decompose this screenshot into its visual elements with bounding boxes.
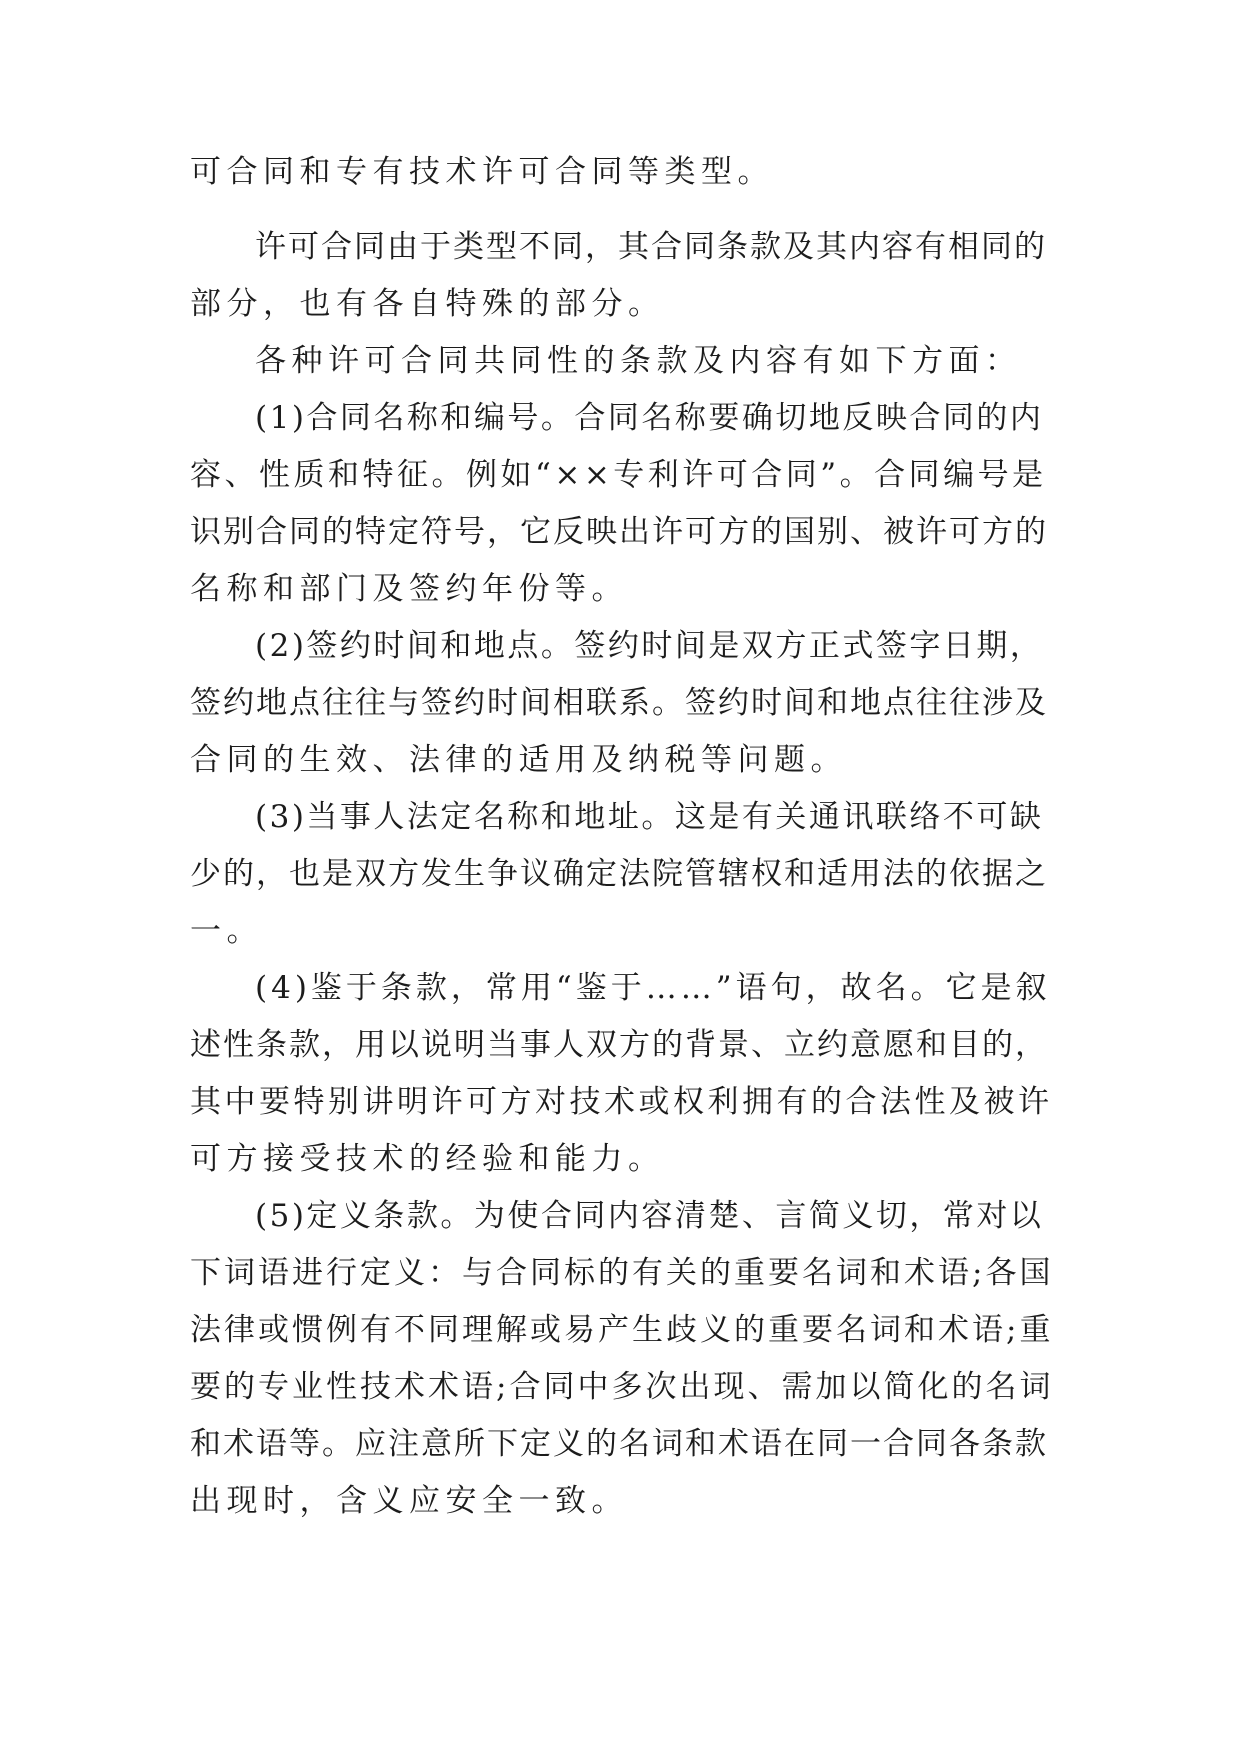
text-line: 可方接受技术的经验和能力。 <box>190 1141 665 1177</box>
text-line: 出现时，含义应安全一致。 <box>190 1483 628 1519</box>
text-line: 识别合同的特定符号，它反映出许可方的国别、被许可方的 <box>190 514 1048 550</box>
text-line: 法律或惯例有不同理解或易产生歧义的重要名词和术语;重 <box>190 1312 1054 1348</box>
clause-3-heading-line: (3)当事人法定名称和地址。这是有关通讯联络不可缺 <box>255 799 1044 835</box>
text-line: 其中要特别讲明许可方对技术或权利拥有的合法性及被许 <box>190 1084 1053 1120</box>
text-line: 下词语进行定义：与合同标的有关的重要名词和术语;各国 <box>190 1255 1054 1291</box>
clause-1-heading-line: (1)合同名称和编号。合同名称要确切地反映合同的内 <box>255 400 1044 436</box>
text-line: 可合同和专有技术许可合同等类型。 <box>190 154 774 190</box>
text-line: 名称和部门及签约年份等。 <box>190 571 628 607</box>
paragraph-first-line: 各种许可合同共同性的条款及内容有如下方面： <box>255 343 1022 379</box>
clause-5-heading-line: (5)定义条款。为使合同内容清楚、言简义切，常对以 <box>255 1198 1044 1234</box>
text-line: 和术语等。应注意所下定义的名词和术语在同一合同各条款 <box>190 1426 1048 1462</box>
text-line: 签约地点往往与签约时间相联系。签约时间和地点往往涉及 <box>190 685 1048 721</box>
text-line: 合同的生效、法律的适用及纳税等问题。 <box>190 742 847 778</box>
text-line: 一。 <box>190 913 263 949</box>
text-line: 要的专业性技术术语;合同中多次出现、需加以简化的名词 <box>190 1369 1054 1405</box>
text-line: 容、性质和特征。例如“××专利许可合同”。合同编号是 <box>190 457 1047 493</box>
paragraph-first-line: 许可合同由于类型不同，其合同条款及其内容有相同的 <box>255 229 1047 265</box>
text-line: 少的，也是双方发生争议确定法院管辖权和适用法的依据之 <box>190 856 1048 892</box>
clause-4-heading-line: (4)鉴于条款，常用“鉴于……”语句，故名。它是叙 <box>255 970 1051 1006</box>
clause-2-heading-line: (2)签约时间和地点。签约时间是双方正式签字日期， <box>255 628 1044 664</box>
text-line: 述性条款，用以说明当事人双方的背景、立约意愿和目的， <box>190 1027 1048 1063</box>
text-line: 部分，也有各自特殊的部分。 <box>190 286 665 322</box>
